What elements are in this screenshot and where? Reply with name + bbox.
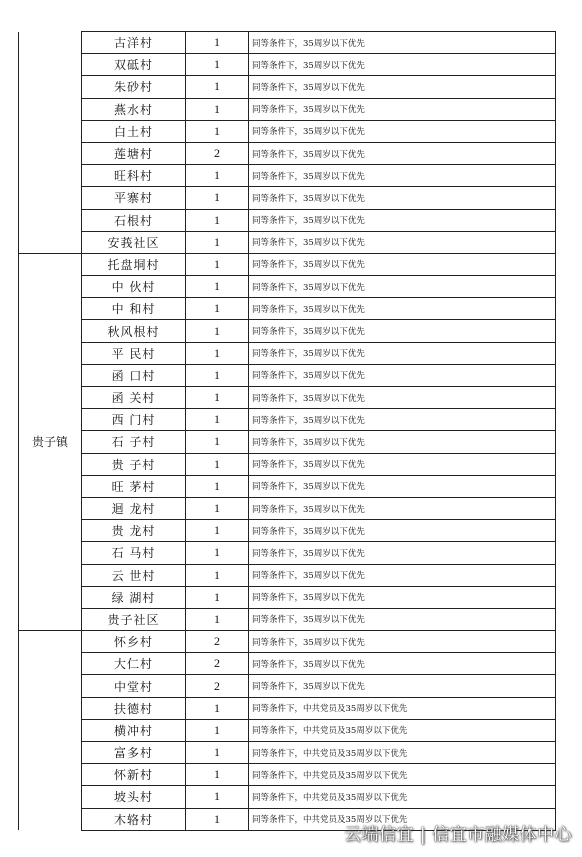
quota-cell: 1 — [186, 120, 249, 142]
quota-cell: 1 — [186, 742, 249, 764]
condition-cell: 同等条件下，35周岁以下优先 — [249, 431, 556, 453]
quota-cell: 1 — [186, 586, 249, 608]
table-row — [19, 586, 556, 608]
village-cell: 朱砂村 — [82, 76, 186, 98]
quota-cell: 1 — [186, 364, 249, 386]
village-cell: 西 门村 — [82, 409, 186, 431]
condition-cell: 同等条件下，35周岁以下优先 — [249, 542, 556, 564]
table-row — [19, 298, 556, 320]
quota-cell: 1 — [186, 276, 249, 298]
village-cell: 燕水村 — [82, 98, 186, 120]
condition-cell: 同等条件下，35周岁以下优先 — [249, 631, 556, 653]
quota-cell: 1 — [186, 409, 249, 431]
table-row — [19, 431, 556, 453]
quota-cell: 1 — [186, 342, 249, 364]
village-cell: 函 关村 — [82, 387, 186, 409]
condition-cell: 同等条件下，中共党员及35周岁以下优先 — [249, 764, 556, 786]
village-cell: 石根村 — [82, 209, 186, 231]
condition-cell: 同等条件下，35周岁以下优先 — [249, 675, 556, 697]
quota-cell: 1 — [186, 209, 249, 231]
condition-cell: 同等条件下，35周岁以下优先 — [249, 653, 556, 675]
village-cell: 贵子社区 — [82, 608, 186, 630]
quota-cell: 1 — [186, 387, 249, 409]
table-row — [19, 32, 556, 54]
table-row — [19, 697, 556, 719]
condition-cell: 同等条件下，中共党员及35周岁以下优先 — [249, 786, 556, 808]
condition-cell: 同等条件下，35周岁以下优先 — [249, 54, 556, 76]
table-row — [19, 209, 556, 231]
condition-cell: 同等条件下，35周岁以下优先 — [249, 475, 556, 497]
table-row — [19, 142, 556, 164]
table-row — [19, 54, 556, 76]
condition-cell: 同等条件下，35周岁以下优先 — [249, 76, 556, 98]
village-cell: 安莪社区 — [82, 231, 186, 253]
table-row — [19, 675, 556, 697]
condition-cell: 同等条件下，35周岁以下优先 — [249, 586, 556, 608]
recruitment-table — [18, 31, 556, 831]
table-row — [19, 475, 556, 497]
table-row — [19, 742, 556, 764]
village-cell: 怀乡村 — [82, 631, 186, 653]
table-row — [19, 564, 556, 586]
village-cell: 坡头村 — [82, 786, 186, 808]
condition-cell: 同等条件下，35周岁以下优先 — [249, 276, 556, 298]
village-cell: 平 民村 — [82, 342, 186, 364]
table-row — [19, 98, 556, 120]
village-cell: 中 伙村 — [82, 276, 186, 298]
quota-cell: 1 — [186, 808, 249, 830]
condition-cell: 同等条件下，35周岁以下优先 — [249, 320, 556, 342]
condition-cell: 同等条件下，中共党员及35周岁以下优先 — [249, 808, 556, 830]
table-row — [19, 719, 556, 741]
quota-cell: 1 — [186, 231, 249, 253]
table-row — [19, 320, 556, 342]
table-row — [19, 76, 556, 98]
quota-cell: 1 — [186, 608, 249, 630]
table-row — [19, 542, 556, 564]
table-row — [19, 631, 556, 653]
table-row — [19, 786, 556, 808]
table-row — [19, 231, 556, 253]
village-cell: 旺 茅村 — [82, 475, 186, 497]
quota-cell: 1 — [186, 475, 249, 497]
condition-cell: 同等条件下，中共党员及35周岁以下优先 — [249, 742, 556, 764]
table-row — [19, 276, 556, 298]
condition-cell: 同等条件下，35周岁以下优先 — [249, 298, 556, 320]
table-row — [19, 497, 556, 519]
village-cell: 古洋村 — [82, 32, 186, 54]
village-cell: 扶德村 — [82, 697, 186, 719]
table-row — [19, 253, 556, 275]
quota-cell: 1 — [186, 520, 249, 542]
quota-cell: 1 — [186, 786, 249, 808]
table-row — [19, 520, 556, 542]
village-cell: 中堂村 — [82, 675, 186, 697]
condition-cell: 同等条件下，35周岁以下优先 — [249, 142, 556, 164]
table-row — [19, 453, 556, 475]
table-row — [19, 165, 556, 187]
condition-cell: 同等条件下，35周岁以下优先 — [249, 231, 556, 253]
condition-cell: 同等条件下，35周岁以下优先 — [249, 165, 556, 187]
table-body — [19, 32, 556, 831]
table-row — [19, 608, 556, 630]
condition-cell: 同等条件下，35周岁以下优先 — [249, 364, 556, 386]
quota-cell: 1 — [186, 764, 249, 786]
condition-cell: 同等条件下，35周岁以下优先 — [249, 209, 556, 231]
village-cell: 中 和村 — [82, 298, 186, 320]
village-cell: 平寨村 — [82, 187, 186, 209]
village-cell: 石 马村 — [82, 542, 186, 564]
village-cell: 绿 湖村 — [82, 586, 186, 608]
quota-cell: 2 — [186, 675, 249, 697]
village-cell: 石 子村 — [82, 431, 186, 453]
condition-cell: 同等条件下，35周岁以下优先 — [249, 453, 556, 475]
village-cell: 迴 龙村 — [82, 497, 186, 519]
table-row — [19, 387, 556, 409]
quota-cell: 1 — [186, 564, 249, 586]
quota-cell: 1 — [186, 697, 249, 719]
village-cell: 秋风根村 — [82, 320, 186, 342]
quota-cell: 2 — [186, 653, 249, 675]
village-cell: 横冲村 — [82, 719, 186, 741]
village-cell: 木辂村 — [82, 808, 186, 830]
town-cell: 贵子镇 — [19, 253, 82, 630]
condition-cell: 同等条件下，35周岁以下优先 — [249, 342, 556, 364]
source-watermark: 云端信宜 | 信宜市融媒体中心 — [343, 825, 572, 845]
town-cell — [19, 631, 82, 831]
village-cell: 旺科村 — [82, 165, 186, 187]
condition-cell: 同等条件下，35周岁以下优先 — [249, 387, 556, 409]
condition-cell: 同等条件下，35周岁以下优先 — [249, 120, 556, 142]
quota-cell: 1 — [186, 187, 249, 209]
quota-cell: 1 — [186, 719, 249, 741]
condition-cell: 同等条件下，35周岁以下优先 — [249, 253, 556, 275]
quota-cell: 1 — [186, 98, 249, 120]
table-row — [19, 764, 556, 786]
condition-cell: 同等条件下，35周岁以下优先 — [249, 520, 556, 542]
quota-cell: 2 — [186, 631, 249, 653]
condition-cell: 同等条件下，35周岁以下优先 — [249, 497, 556, 519]
village-cell: 怀新村 — [82, 764, 186, 786]
quota-cell: 1 — [186, 253, 249, 275]
village-cell: 云 世村 — [82, 564, 186, 586]
table-row — [19, 120, 556, 142]
quota-cell: 1 — [186, 32, 249, 54]
condition-cell: 同等条件下，35周岁以下优先 — [249, 187, 556, 209]
condition-cell: 同等条件下，35周岁以下优先 — [249, 409, 556, 431]
condition-cell: 同等条件下，中共党员及35周岁以下优先 — [249, 719, 556, 741]
quota-cell: 1 — [186, 54, 249, 76]
village-cell: 莲塘村 — [82, 142, 186, 164]
condition-cell: 同等条件下，35周岁以下优先 — [249, 98, 556, 120]
village-cell: 托盘垌村 — [82, 253, 186, 275]
quota-cell: 2 — [186, 142, 249, 164]
village-cell: 贵 子村 — [82, 453, 186, 475]
quota-cell: 1 — [186, 542, 249, 564]
quota-cell: 1 — [186, 320, 249, 342]
village-cell: 双砥村 — [82, 54, 186, 76]
town-cell — [19, 32, 82, 254]
condition-cell: 同等条件下，35周岁以下优先 — [249, 32, 556, 54]
village-cell: 富多村 — [82, 742, 186, 764]
table-row — [19, 364, 556, 386]
village-cell: 白土村 — [82, 120, 186, 142]
table-row — [19, 409, 556, 431]
quota-cell: 1 — [186, 165, 249, 187]
quota-cell: 1 — [186, 76, 249, 98]
village-cell: 贵 龙村 — [82, 520, 186, 542]
village-cell: 函 口村 — [82, 364, 186, 386]
quota-cell: 1 — [186, 298, 249, 320]
table-row — [19, 187, 556, 209]
condition-cell: 同等条件下，35周岁以下优先 — [249, 564, 556, 586]
table-row — [19, 342, 556, 364]
table-row — [19, 653, 556, 675]
quota-cell: 1 — [186, 431, 249, 453]
condition-cell: 同等条件下，中共党员及35周岁以下优先 — [249, 697, 556, 719]
quota-cell: 1 — [186, 453, 249, 475]
village-cell: 大仁村 — [82, 653, 186, 675]
quota-cell: 1 — [186, 497, 249, 519]
condition-cell: 同等条件下，35周岁以下优先 — [249, 608, 556, 630]
